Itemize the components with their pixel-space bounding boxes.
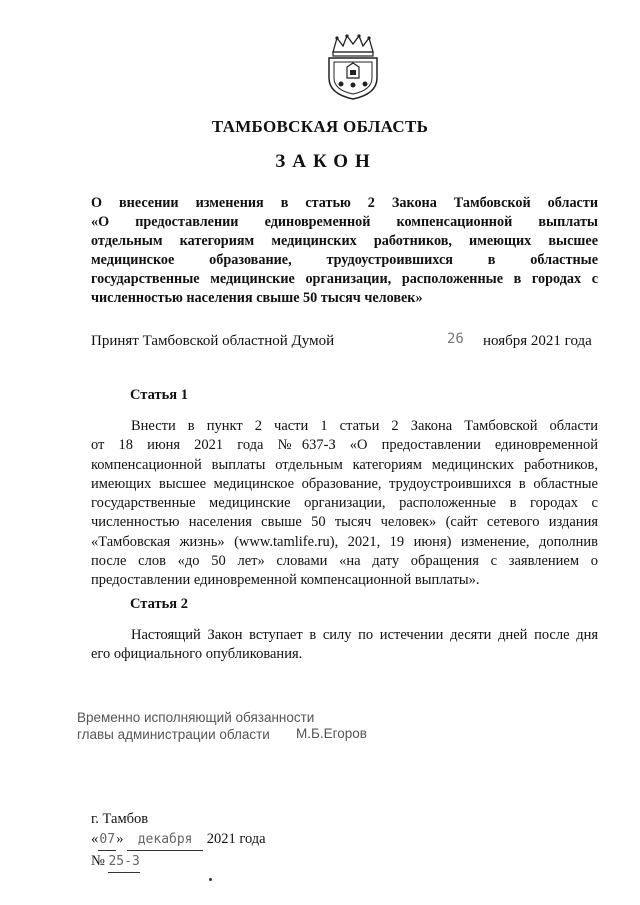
article-2-heading: Статья 2 xyxy=(130,596,188,612)
signatory-name: М.Б.Егоров xyxy=(296,726,367,741)
title-line: О внесении изменения в статью 2 Закона Тамбовской области xyxy=(91,195,598,211)
title-line: государственные медицинские организации, расположенные в городах с xyxy=(91,271,598,287)
paragraph-line: компенсационной выплаты отдельным категориям медицинских работников, xyxy=(91,456,598,473)
document-footer xyxy=(91,809,266,873)
title-line: медицинское образование, трудоустроившихся в областные xyxy=(91,252,598,268)
signing-year: 2021 года xyxy=(206,831,266,847)
adoption-month-year: ноября 2021 года xyxy=(483,333,592,349)
signature-position-line: Временно исполняющий обязанности xyxy=(77,710,315,725)
title-line: отдельным категориям медицинских работников, имеющих высшее xyxy=(91,233,598,249)
document-type-heading: ЗАКОН xyxy=(275,151,377,172)
region-heading: ТАМБОВСКАЯ ОБЛАСТЬ xyxy=(211,117,429,136)
title-line: «О предоставлении единовременной компенсационной выплаты xyxy=(91,214,598,230)
paragraph-line: Внести в пункт 2 части 1 статьи 2 Закона Тамбовской области xyxy=(131,418,598,434)
number-sign: № xyxy=(91,853,105,869)
law-number-line xyxy=(91,851,266,873)
adoption-day: 26 xyxy=(447,331,464,347)
signing-day: 07 xyxy=(98,830,116,851)
adoption-text: Принят Тамбовской областной Думой xyxy=(91,333,335,349)
signature-position xyxy=(77,709,314,743)
paragraph-line: «Тамбовская жизнь» (www.tamlife.ru), 2021, 19 июня) изменение, дополнив xyxy=(91,533,598,550)
paragraph-line: Настоящий Закон вступает в силу по истечении десяти дней после дня xyxy=(131,627,598,643)
scan-mark xyxy=(209,878,212,881)
paragraph-line: его официального опубликования. xyxy=(91,646,303,663)
title-line: численностью населения свыше 50 тысяч человек» xyxy=(91,290,423,306)
city: г. Тамбов xyxy=(91,811,149,827)
date-close-quote: » xyxy=(116,831,124,847)
paragraph-line: численностью населения свыше 50 тысяч человек» (сайт сетевого издания xyxy=(91,514,598,531)
article-1-heading: Статья 1 xyxy=(130,387,188,403)
paragraph-line: имеющих высшее медицинское образование, трудоустроившихся в областные xyxy=(91,475,598,492)
date-open-quote: « xyxy=(91,831,99,847)
coat-of-arms-icon xyxy=(327,34,379,100)
law-title xyxy=(91,194,598,308)
paragraph-line: от 18 июня 2021 года №637-З «О предоставлении единовременной xyxy=(91,437,598,454)
paragraph-line: предоставлении единовременной компенсационной выплаты». xyxy=(91,572,480,589)
article-1-body xyxy=(91,417,598,591)
paragraph-line: после слов «до 50 лет» словами «на дату обращения с заявлением о xyxy=(91,553,598,570)
article-2-body xyxy=(91,626,598,665)
law-number: 25-З xyxy=(108,852,140,873)
signing-month: декабря xyxy=(127,830,203,851)
signing-date xyxy=(91,829,266,851)
paragraph-line: государственные медицинские организации, расположенные в городах с xyxy=(91,495,598,512)
signature-position-line: главы администрации области xyxy=(77,727,270,742)
